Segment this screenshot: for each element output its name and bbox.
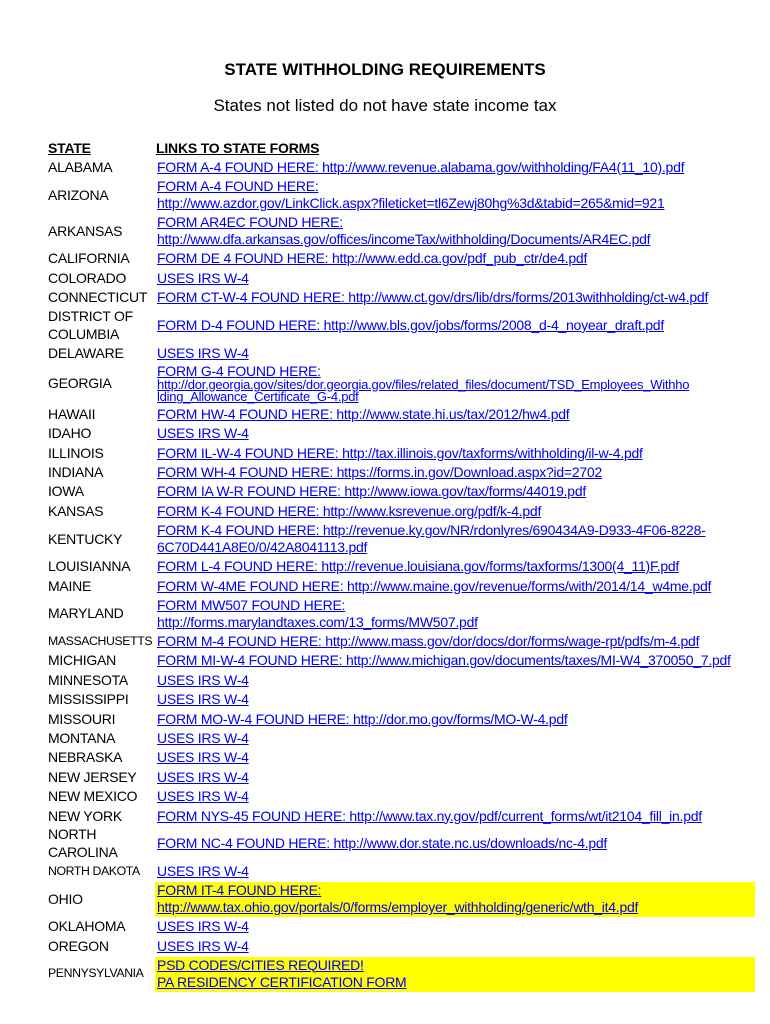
form-link[interactable]: USES IRS W-4 xyxy=(157,788,249,805)
page-subtitle: States not listed do not have state income tax xyxy=(213,96,557,115)
form-links xyxy=(155,597,755,632)
links-column-header: LINKS TO STATE FORMS xyxy=(156,140,320,156)
form-links xyxy=(155,691,755,709)
link-line xyxy=(157,578,755,596)
form-link[interactable]: FORM HW-4 FOUND HERE: http://www.state.hi.us/tax/2012/hw4.pdf xyxy=(157,405,570,422)
state-name-line: PENNYSYLVANIA xyxy=(48,966,144,981)
link-line xyxy=(157,730,755,748)
state-name-line: KENTUCKY xyxy=(48,530,123,547)
state-name-line: CAROLINA xyxy=(48,843,118,860)
state-name-line: ILLINOIS xyxy=(48,444,104,461)
state-name-line: MINNESOTA xyxy=(48,671,128,688)
state-name-line: MISSISSIPPI xyxy=(48,691,129,708)
state-name-line: NEW JERSEY xyxy=(48,768,137,785)
form-link[interactable]: PA RESIDENCY CERTIFICATION FORM xyxy=(157,974,407,991)
form-link[interactable]: FORM CT-W-4 FOUND HERE: http://www.ct.gov/drs/lib/drs/forms/2013withholding/ct-w4.pdf xyxy=(157,289,709,306)
link-line xyxy=(157,633,755,651)
form-links xyxy=(155,788,755,806)
table-row xyxy=(0,158,770,177)
link-line xyxy=(157,231,755,249)
state-name xyxy=(0,250,155,268)
form-links xyxy=(155,578,755,596)
form-links xyxy=(155,270,755,288)
form-link[interactable]: FORM WH-4 FOUND HERE: https://forms.in.gov/Download.aspx?id=2702 xyxy=(157,464,602,481)
link-line xyxy=(157,974,755,992)
state-name xyxy=(0,918,155,936)
state-name xyxy=(0,826,155,861)
state-name xyxy=(0,891,155,909)
form-links xyxy=(155,863,755,881)
form-links xyxy=(155,178,755,213)
state-name-line: NORTH DAKOTA xyxy=(48,863,140,878)
state-name xyxy=(0,223,155,241)
link-line xyxy=(157,558,755,576)
form-link[interactable]: FORM G-4 FOUND HERE: xyxy=(157,362,321,379)
state-name-line: MAINE xyxy=(48,577,92,594)
state-name-line: COLUMBIA xyxy=(48,325,120,342)
link-line xyxy=(157,539,755,557)
form-links xyxy=(155,749,755,767)
state-name xyxy=(0,633,155,651)
form-links xyxy=(155,938,755,956)
state-name-line: ALABAMA xyxy=(48,158,113,175)
state-name xyxy=(0,289,155,307)
form-links xyxy=(155,406,755,424)
link-line xyxy=(157,345,755,363)
table-row xyxy=(0,502,770,521)
state-name xyxy=(0,376,155,391)
state-name xyxy=(0,483,155,501)
form-links xyxy=(155,503,755,521)
form-link[interactable]: http://forms.marylandtaxes.com/13_forms/MW507.pdf xyxy=(157,614,478,631)
table-row xyxy=(0,405,770,424)
link-line xyxy=(157,178,755,196)
table-row xyxy=(0,710,770,729)
table-row xyxy=(0,768,770,787)
state-name-line: NEW MEXICO xyxy=(48,788,138,805)
state-name-line: MONTANA xyxy=(48,729,116,746)
table-row xyxy=(0,690,770,709)
link-line xyxy=(157,250,755,268)
state-name xyxy=(0,652,155,670)
form-link[interactable]: FORM DE 4 FOUND HERE: http://www.edd.ca.gov/pdf_pub_ctr/de4.pdf xyxy=(157,250,588,267)
state-name xyxy=(0,769,155,787)
state-name-line: ARIZONA xyxy=(48,186,109,203)
link-line xyxy=(157,788,755,806)
state-name xyxy=(0,445,155,463)
link-line xyxy=(157,672,755,690)
link-line xyxy=(157,597,755,615)
state-name xyxy=(0,558,155,576)
form-link[interactable]: USES IRS W-4 xyxy=(157,344,249,361)
form-links xyxy=(155,214,755,249)
form-link[interactable]: FORM A-4 FOUND HERE: http://www.revenue.alabama.gov/withholding/FA4(11_10).pdf xyxy=(157,158,685,175)
form-links xyxy=(155,835,755,853)
state-name-line: MASSACHUSETTS xyxy=(48,634,153,649)
link-line xyxy=(157,445,755,463)
form-links xyxy=(155,159,755,177)
table-row xyxy=(0,937,770,956)
table-row xyxy=(0,249,770,268)
state-forms-table xyxy=(0,158,770,992)
link-line xyxy=(157,159,755,177)
link-line xyxy=(157,270,755,288)
state-name xyxy=(0,711,155,729)
state-name-line: IDAHO xyxy=(48,425,92,442)
state-name-line: MICHIGAN xyxy=(48,652,116,669)
state-name xyxy=(0,691,155,709)
state-name xyxy=(0,159,155,177)
state-name-line: NEW YORK xyxy=(48,807,122,824)
form-link[interactable]: http://www.tax.ohio.gov/portals/0/forms/employer_withholding/generic/wth_it4.pdf xyxy=(157,899,639,916)
form-link[interactable]: FORM L-4 FOUND HERE: http://revenue.louisiana.gov/forms/taxforms/1300(4_11)F.pdf xyxy=(157,558,680,575)
link-line xyxy=(157,938,755,956)
form-link[interactable]: USES IRS W-4 xyxy=(157,749,249,766)
table-row xyxy=(0,671,770,690)
form-links xyxy=(155,558,755,576)
form-links xyxy=(155,522,755,557)
state-name-line: OREGON xyxy=(48,937,109,954)
link-line xyxy=(157,899,755,917)
link-line xyxy=(157,808,755,826)
state-name-line: CALIFORNIA xyxy=(48,250,130,267)
state-name-line: OHIO xyxy=(48,890,83,907)
form-link[interactable]: FORM IA W-R FOUND HERE: http://www.iowa.gov/tax/forms/44019.pdf xyxy=(157,483,587,500)
form-link[interactable]: FORM IT-4 FOUND HERE: xyxy=(157,881,322,898)
table-row xyxy=(0,444,770,463)
table-row xyxy=(0,177,770,213)
link-line xyxy=(157,464,755,482)
state-name xyxy=(0,672,155,690)
form-link[interactable]: FORM IL-W-4 FOUND HERE: http://tax.illinois.gov/taxforms/withholding/il-w-4.pdf xyxy=(157,444,643,461)
form-links xyxy=(155,808,755,826)
form-links xyxy=(155,730,755,748)
state-name xyxy=(0,406,155,424)
form-links xyxy=(155,345,755,363)
state-name-line: LOUISIANNA xyxy=(48,558,131,575)
form-link[interactable]: PSD CODES/CITIES REQUIRED! xyxy=(157,956,364,973)
form-links xyxy=(155,425,755,443)
form-link[interactable]: USES IRS W-4 xyxy=(157,918,249,935)
form-link[interactable]: USES IRS W-4 xyxy=(157,691,249,708)
state-name xyxy=(0,503,155,521)
state-name-line: ARKANSAS xyxy=(48,222,123,239)
form-link[interactable]: USES IRS W-4 xyxy=(157,862,249,879)
form-links xyxy=(155,918,755,936)
form-link[interactable]: USES IRS W-4 xyxy=(157,937,249,954)
state-name-line: DISTRICT OF xyxy=(48,308,133,325)
state-name xyxy=(0,308,155,343)
table-row xyxy=(0,288,770,307)
form-links xyxy=(155,464,755,482)
table-row xyxy=(0,463,770,482)
state-name-line: HAWAII xyxy=(48,405,96,422)
form-link[interactable]: FORM MO-W-4 FOUND HERE: http://dor.mo.gov/forms/MO-W-4.pdf xyxy=(157,710,568,727)
form-links xyxy=(155,672,755,690)
table-row xyxy=(0,424,770,443)
state-name-line: NORTH xyxy=(48,826,97,843)
table-row xyxy=(0,577,770,596)
link-line xyxy=(157,882,755,900)
state-name-line: NEBRASKA xyxy=(48,749,123,766)
state-name xyxy=(0,808,155,826)
link-line xyxy=(157,425,755,443)
link-line xyxy=(157,614,755,632)
table-row xyxy=(0,651,770,670)
state-name-line: GEORGIA xyxy=(48,375,112,392)
state-name-line: IOWA xyxy=(48,483,84,500)
link-line xyxy=(157,522,755,540)
state-name xyxy=(0,863,155,881)
table-row xyxy=(0,729,770,748)
state-name-line: OKLAHOMA xyxy=(48,918,126,935)
state-name-line: KANSAS xyxy=(48,502,104,519)
form-links xyxy=(155,711,755,729)
table-row xyxy=(0,632,770,651)
table-row xyxy=(0,363,770,405)
form-link[interactable]: FORM D-4 FOUND HERE: http://www.bls.gov/jobs/forms/2008_d-4_noyear_draft.pdf xyxy=(157,316,664,333)
form-links xyxy=(155,445,755,463)
form-link[interactable]: USES IRS W-4 xyxy=(157,425,249,442)
form-link[interactable]: FORM A-4 FOUND HERE: xyxy=(157,177,319,194)
form-link[interactable]: FORM MW507 FOUND HERE: xyxy=(157,596,346,613)
form-link[interactable]: FORM NC-4 FOUND HERE: http://www.dor.state.nc.us/downloads/nc-4.pdf xyxy=(157,835,608,852)
state-name xyxy=(0,345,155,363)
link-line xyxy=(157,503,755,521)
table-row xyxy=(0,748,770,767)
table-row xyxy=(0,917,770,936)
link-line xyxy=(157,835,755,853)
table-row xyxy=(0,596,770,632)
link-line xyxy=(157,317,755,335)
link-line xyxy=(157,957,755,975)
state-name xyxy=(0,788,155,806)
form-link[interactable]: USES IRS W-4 xyxy=(157,269,249,286)
state-name xyxy=(0,605,155,623)
form-link[interactable]: FORM K-4 FOUND HERE: http://revenue.ky.gov/NR/rdonlyres/690434A9-D933-4F06-8228- xyxy=(157,521,706,538)
state-name xyxy=(0,965,155,983)
state-name xyxy=(0,749,155,767)
table-row xyxy=(0,483,770,502)
form-link[interactable]: FORM AR4EC FOUND HERE: xyxy=(157,213,343,230)
state-name xyxy=(0,425,155,443)
table-row xyxy=(0,862,770,881)
table-row xyxy=(0,213,770,249)
link-line xyxy=(157,918,755,936)
state-name-line: MISSOURI xyxy=(48,710,116,727)
link-line xyxy=(157,289,755,307)
table-row xyxy=(0,308,770,344)
link-line xyxy=(157,406,755,424)
form-link[interactable]: USES IRS W-4 xyxy=(157,729,249,746)
form-links xyxy=(155,317,755,335)
form-link[interactable]: FORM K-4 FOUND HERE: http://www.ksrevenue.org/pdf/k-4.pdf xyxy=(157,502,542,519)
state-name xyxy=(0,578,155,596)
link-line xyxy=(157,863,755,881)
state-name xyxy=(0,187,155,205)
table-row xyxy=(0,956,770,992)
form-link[interactable]: USES IRS W-4 xyxy=(157,671,249,688)
state-name-line: CONNECTICUT xyxy=(48,289,148,306)
state-name xyxy=(0,938,155,956)
link-line xyxy=(157,391,755,404)
table-row xyxy=(0,807,770,826)
form-link[interactable]: FORM NYS-45 FOUND HERE: http://www.tax.ny.gov/pdf/current_forms/wt/it2104_fill_in.pdf xyxy=(157,807,702,824)
link-line xyxy=(157,214,755,232)
state-name-line: MARYLAND xyxy=(48,605,124,622)
state-name-line: DELAWARE xyxy=(48,344,124,361)
state-name-line: INDIANA xyxy=(48,464,104,481)
state-name xyxy=(0,464,155,482)
link-line xyxy=(157,711,755,729)
link-line xyxy=(157,652,755,670)
link-line xyxy=(157,195,755,213)
table-row xyxy=(0,344,770,363)
state-column-header: STATE xyxy=(48,140,91,156)
highlighted-form-links xyxy=(155,957,755,992)
form-link[interactable]: 6C70D441A8E0/0/42A8041113.pdf xyxy=(157,539,368,556)
state-name xyxy=(0,730,155,748)
form-link[interactable]: FORM W-4ME FOUND HERE: http://www.maine.gov/revenue/forms/with/2014/14_w4me.pdf xyxy=(157,577,712,594)
form-links xyxy=(155,769,755,787)
highlighted-form-links xyxy=(155,882,755,917)
state-name xyxy=(0,270,155,288)
form-link[interactable]: FORM MI-W-4 FOUND HERE: http://www.michigan.gov/documents/taxes/MI-W4_370050_7.pdf xyxy=(157,652,731,669)
table-row xyxy=(0,557,770,576)
table-row xyxy=(0,787,770,806)
page-title: STATE WITHHOLDING REQUIREMENTS xyxy=(224,60,546,79)
form-link[interactable]: lding_Allowance_Certificate_G-4.pdf xyxy=(157,389,359,405)
form-link[interactable]: http://dor.georgia.gov/sites/dor.georgia.gov/files/related_files/document/TSD_Employees_Withho xyxy=(157,376,690,392)
table-row xyxy=(0,269,770,288)
state-name xyxy=(0,531,155,549)
form-links xyxy=(155,289,755,307)
table-row xyxy=(0,826,770,862)
table-row xyxy=(0,881,770,917)
form-link[interactable]: FORM M-4 FOUND HERE: http://www.mass.gov/dor/docs/dor/forms/wage-rpt/pdfs/m-4.pdf xyxy=(157,633,700,650)
link-line xyxy=(157,483,755,501)
form-links xyxy=(155,483,755,501)
form-links xyxy=(155,633,755,651)
form-links xyxy=(155,250,755,268)
link-line xyxy=(157,749,755,767)
table-row xyxy=(0,521,770,557)
state-name-line: COLORADO xyxy=(48,269,127,286)
link-line xyxy=(157,691,755,709)
form-links xyxy=(155,652,755,670)
form-link[interactable]: http://www.dfa.arkansas.gov/offices/incomeTax/withholding/Documents/AR4EC.pdf xyxy=(157,231,651,248)
link-line xyxy=(157,769,755,787)
form-link[interactable]: http://www.azdor.gov/LinkClick.aspx?fileticket=tl6Zewj80hg%3d&tabid=265&mid=921 xyxy=(157,195,665,212)
form-links xyxy=(155,364,755,404)
form-link[interactable]: USES IRS W-4 xyxy=(157,768,249,785)
